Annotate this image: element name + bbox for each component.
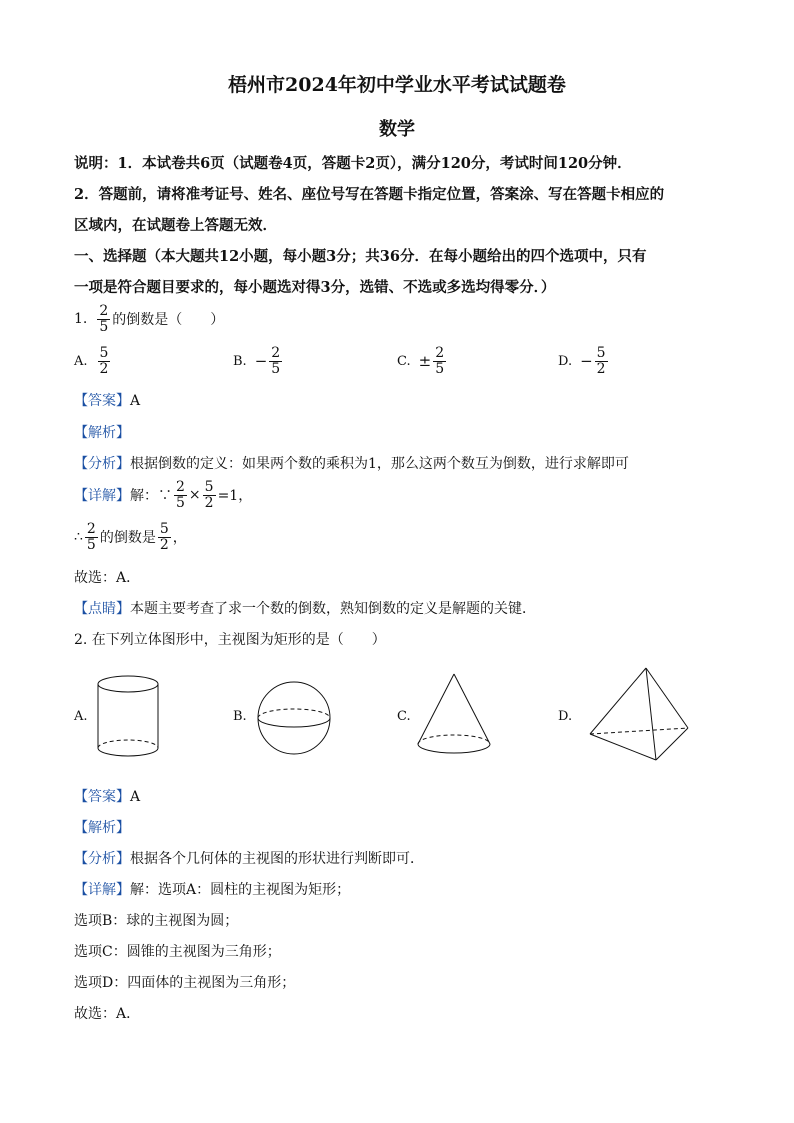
q1-option-d	[558, 346, 610, 376]
times-sign: ×	[188, 487, 201, 504]
q2-label-b: B.	[233, 709, 247, 724]
option-label: A.	[74, 353, 88, 369]
instructions-line-1: 说明：1．本试卷共6页（试题卷4页，答题卡2页），满分120分，考试时间120分钟．	[74, 155, 632, 172]
q1-frac-den: 5	[99, 318, 109, 335]
section-heading-line-1: 一、选择题（本大题共12小题，每小题3分；共36分．在每小题给出的四个选项中，只有	[74, 248, 647, 265]
q1-analysis-tag: 【解析】	[74, 425, 130, 441]
option-den: 5	[271, 360, 281, 377]
option-fraction	[269, 346, 282, 376]
option-sign: −	[254, 352, 268, 371]
option-num: 5	[99, 345, 109, 361]
detail-fraction-2	[203, 480, 216, 510]
option-den: 5	[435, 360, 445, 377]
instructions-line-2: 2．答题前，请将准考证号、姓名、座位号写在答题卡指定位置，答案涂、写在答题卡相应的	[74, 186, 665, 203]
cone-figure	[416, 672, 496, 762]
therefore-fraction-2	[158, 522, 171, 552]
q1-frac-num: 2	[99, 303, 109, 319]
section-heading-line-2: 一项是符合题目要求的，每小题选对得3分，选错、不选或多选均得零分．）	[74, 279, 556, 296]
q2-line-c: 选项C：圆锥的主视图为三角形；	[74, 944, 281, 960]
answer-tag: 【答案】	[74, 789, 130, 805]
option-fraction	[595, 346, 608, 376]
q1-option-c	[397, 346, 448, 376]
q2-line-b: 选项B：球的主视图为圆；	[74, 913, 239, 929]
fenxi-text: 根据各个几何体的主视图的形状进行判断即可．	[130, 851, 424, 867]
detail-prefix: 解：∵	[130, 488, 172, 505]
option-label: C.	[397, 353, 411, 369]
option-den: 2	[99, 360, 109, 377]
q1-option-a	[74, 346, 112, 376]
frac-den: 5	[176, 494, 185, 511]
q1-number: 1.	[74, 311, 88, 328]
option-den: 2	[596, 360, 606, 377]
detail-eq: =1，	[217, 488, 253, 505]
answer-value: A	[130, 789, 141, 805]
therefore-fraction-1	[85, 522, 98, 552]
therefore-sign: ∴	[74, 529, 83, 546]
option-sign: −	[580, 352, 593, 371]
option-num: 2	[435, 345, 445, 361]
q2-detail	[74, 879, 350, 899]
exam-title: 梧州市2024年初中学业水平考试试题卷	[228, 74, 566, 96]
option-num: 5	[596, 345, 606, 361]
q1-fraction	[97, 304, 110, 334]
option-fraction	[433, 346, 446, 376]
therefore-text: 的倒数是	[99, 530, 156, 547]
dianjing-text: 本题主要考查了求一个数的倒数，熟知倒数的定义是解题的关键．	[130, 601, 536, 617]
q1-option-b	[233, 346, 284, 376]
q1-answer	[74, 390, 140, 410]
q1-dianjing	[74, 598, 536, 618]
q2-label-a: A.	[74, 709, 88, 724]
q1-detail	[74, 480, 252, 510]
frac-num: 5	[204, 479, 214, 495]
frac-num: 2	[86, 521, 96, 537]
q2-label-d: D.	[558, 709, 573, 724]
fenxi-text: 根据倒数的定义：如果两个数的乘积为1，那么这两个数互为倒数，进行求解即可	[130, 456, 629, 472]
frac-den: 2	[204, 494, 214, 511]
q1-therefore	[74, 522, 187, 552]
q1-stem	[74, 304, 224, 334]
sphere-figure	[256, 680, 336, 760]
q1-stem-text: 的倒数是（ ）	[112, 312, 225, 329]
q2-analysis-tag: 【解析】	[74, 820, 130, 836]
cylinder-figure	[96, 674, 166, 764]
dianjing-tag: 【点睛】	[74, 601, 130, 617]
detail-text: 解：选项A：圆柱的主视图为矩形；	[130, 882, 351, 898]
q2-line-d: 选项D：四面体的主视图为三角形；	[74, 975, 296, 991]
q2-fenxi	[74, 848, 424, 868]
option-label: B.	[233, 353, 247, 369]
option-label: D.	[558, 353, 573, 369]
q2-answer	[74, 786, 140, 806]
tetrahedron-figure	[588, 666, 698, 766]
exam-subject: 数学	[379, 119, 415, 140]
option-fraction	[98, 346, 111, 376]
detail-tag: 【详解】	[74, 882, 130, 898]
fenxi-tag: 【分析】	[74, 456, 130, 472]
detail-fraction-1	[174, 480, 187, 510]
option-sign: ±	[418, 352, 432, 371]
fenxi-tag: 【分析】	[74, 851, 130, 867]
frac-num: 5	[159, 521, 169, 537]
frac-den: 5	[86, 536, 96, 553]
q1-fenxi	[74, 453, 629, 473]
answer-tag: 【答案】	[74, 393, 130, 409]
q1-choose: 故选：A．	[74, 570, 141, 586]
instructions-line-3: 区域内，在试题卷上答题无效．	[74, 217, 277, 234]
frac-num: 2	[176, 479, 185, 495]
frac-den: 2	[159, 536, 169, 553]
q2-choose: 故选：A．	[74, 1006, 141, 1022]
option-num: 2	[271, 345, 281, 361]
q2-stem: 2. 在下列立体图形中，主视图为矩形的是（ ）	[74, 632, 386, 648]
therefore-end: ，	[172, 530, 187, 547]
detail-tag: 【详解】	[74, 488, 130, 505]
answer-value: A	[130, 393, 141, 409]
q2-label-c: C.	[397, 709, 411, 724]
